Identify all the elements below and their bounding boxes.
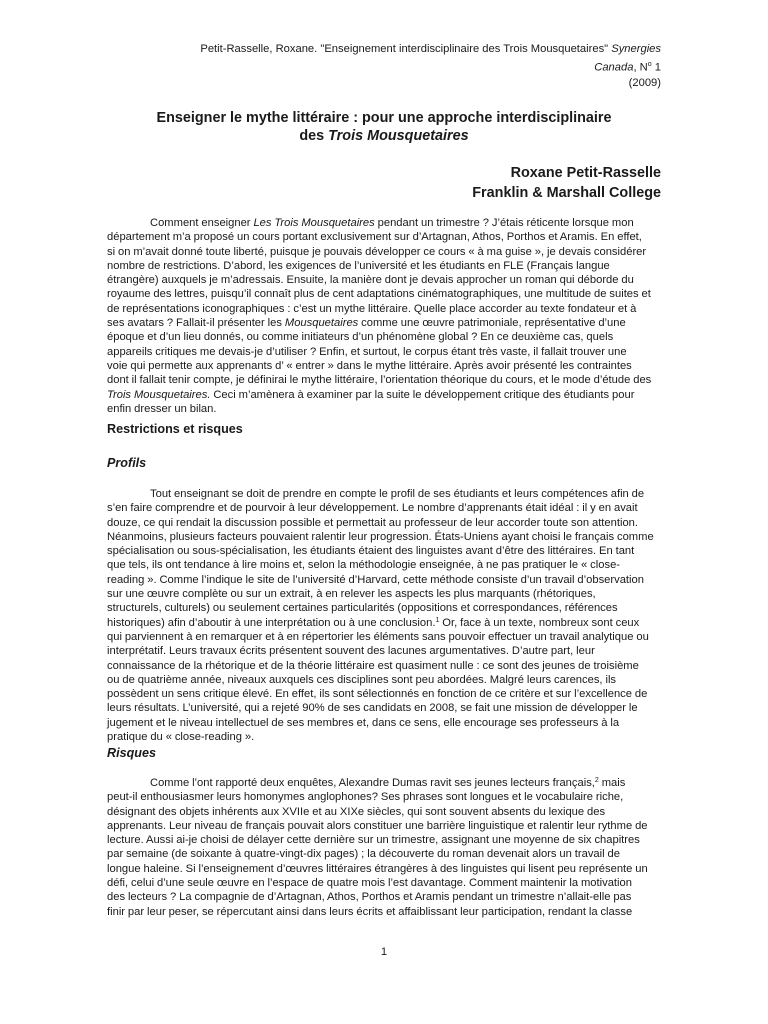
title-line-2: des Trois Mousquetaires — [299, 127, 469, 144]
article-title — [100, 110, 668, 145]
title-italic-work: Trois Mousquetaires — [328, 127, 469, 144]
section-heading-restrictions: Restrictions et risques — [107, 422, 243, 436]
author-affiliation: Franklin & Marshall College — [472, 185, 661, 201]
risques-paragraph: Comme l’ont rapporté deux enquêtes, Alexandre Dumas ravit ses jeunes lecteurs français,$^2$ mais peut-il enthousiasmer leurs homonymes anglophones? Ses phrases sont longues et le vocabulaire riche, désignant des objets inhérents aux XVIIe et au XIXe siècles, qui sont souvent absents du lexique des apprenants. Leur niveau de français pouvait alors constituer une barrière linguistique et ralentir leur rythme de lecture. Aussi ai-je choisi de délayer cette dernière sur un trimestre, assignant une moyenne de six chapitres par semaine (de soixante à quatre-vingt-dix pages) ; la découverte du roman devenait alors un travail de longue haleine. Si l’enseignement d’œuvres littéraires étrangères à des linguistes qui lisent peu représente un défi, celui d’une seule œuvre en l’espace de quatre mois l’est davantage. Comment maintenir la motivation des lecteurs ? La compagnie de d’Artagnan, Athos, Porthos et Aramis pendant un trimestre n’allait-elle pas finir par leur peser, se répercutant ainsi dans leurs écrits et affaiblissant leur participation, rendant la classe — [107, 777, 648, 918]
running-header-citation: Petit-Rasselle, Roxane. "Enseignement interdisciplinaire des Trois Mousquetaires" Synergies Canada, $N^o$ 1 (2009) — [200, 43, 661, 89]
author-name: Roxane Petit-Rasselle — [510, 165, 661, 181]
footnote-ref-1[interactable]: 1 — [435, 616, 440, 624]
subheading-profils: Profils — [107, 456, 147, 470]
journal-name: Synergies Canada — [594, 43, 661, 74]
profils-paragraph: Tout enseignant se doit de prendre en compte le profil de ses étudiants et leurs compétences afin de s’en faire comprendre et de pourvoir à leur développement. Le nombre d’apprenants était idéal : il y en avait douze, ce qui rendait la discussion possible et permettait au professeur de leur accorder toute son attention. Néanmoins, plusieurs facteurs pouvaient ralentir leur progression. États-Uniens ayant choisi le français comme spécialisation ou sous-spécialisation, les étudiants étaient des linguistes avant d’être des littéraires. En tant que tels, ils ont tendance à lire moins et, selon la méthodologie enseignée, à ne pas pratiquer le « close- reading ». Comme l’indique le site de l’université d’Harvard, cette méthode consiste d’un travail d’observation sur une œuvre complète ou sur un extrait, à en relever les aspects les plus marquants (rhétoriques, structurels, culturels) ou seulement certaines particularités (oppositions et correspondances, références historiques) afin d’aboutir à une interprétation ou à une conclusion.$^1$ Or, face à un texte, nombreux sont ceux qui parviennent à en remarquer et à en répertorier les éléments sans pouvoir effectuer un travail analytique ou interprétatif. Leurs travaux écrits présentent souvent des lacunes argumentatives. D’autre part, leur connaissance de la rhétorique et de la théorie littéraire est quasiment nulle : ce sont des jeunes de troisième ou de quatrième année, niveaux auxquels ces disciplines sont peu abordées. Malgré leurs carences, ils possèdent un sens critique élevé. En effet, ils sont sélectionnés en fonction de ce critère et sur l’excellence de leurs résultats. L’université, qui a rejeté 90% de ses candidats en 2008, se fait une mission de développer le jugement et le niveau intellectuel de ses membres et, dans ce sens, elle encourage ses professeurs à la pratique du « close-reading ». — [107, 488, 654, 744]
title-line-1: Enseigner le mythe littéraire : pour une approche interdisciplinaire — [156, 110, 612, 126]
citation-text: Petit-Rasselle, Roxane. "Enseignement interdisciplinaire des Trois Mousquetaires" — [200, 43, 612, 55]
issue-number: 1 — [651, 61, 661, 74]
page-number: 1 — [380, 946, 388, 958]
footnote-ref-2[interactable]: 2 — [594, 777, 599, 784]
publication-year: (2009) — [628, 76, 661, 89]
subheading-risques: Risques — [107, 746, 156, 760]
author-block — [472, 163, 661, 203]
intro-paragraph: Comment enseigner Les Trois Mousquetaires pendant un trimestre ? J’étais réticente lorsque mon département m’a proposé un cours portant exclusivement sur d’Artagnan, Athos, Porthos et Aramis. En effet, si on m’avait donné toute liberté, puisque je pouvais développer ce cours « à ma guise », je devais considérer nombre de restrictions. D’abord, les exigences de l’université et les étudiants en FLE (Français langue étrangère) auxquels je m’adressais. Ensuite, la manière dont je devais approcher un roman qui déborde du royaume des lettres, puisqu’il connaît plus de cent adaptations cinématographiques, une multitude de suites et de représentations iconographiques : c’est un mythe littéraire. Quelle place accorder au texte fondateur et à ses avatars ? Fallait-il présenter les Mousquetaires comme une œuvre patrimoniale, représentative d’une époque et d’un lieu donnés, ou comme initiateurs d’un phénomène global ? En ce deuxième cas, quels appareils critiques me devais-je d’utiliser ? Enfin, et surtout, le corpus étant très vaste, il fallait trouver une voie qui permette aux apprenants d’ « entrer » dans le mythe littéraire. Après avoir présenté les contraintes dont il fallait tenir compte, je définirai le mythe littéraire, l’orientation théorique du cours, et le mode d’étude des Trois Mousquetaires. Ceci m’amènera à examiner par la suite le développement critique des étudiants pour enfin dresser un bilan. — [107, 217, 652, 415]
